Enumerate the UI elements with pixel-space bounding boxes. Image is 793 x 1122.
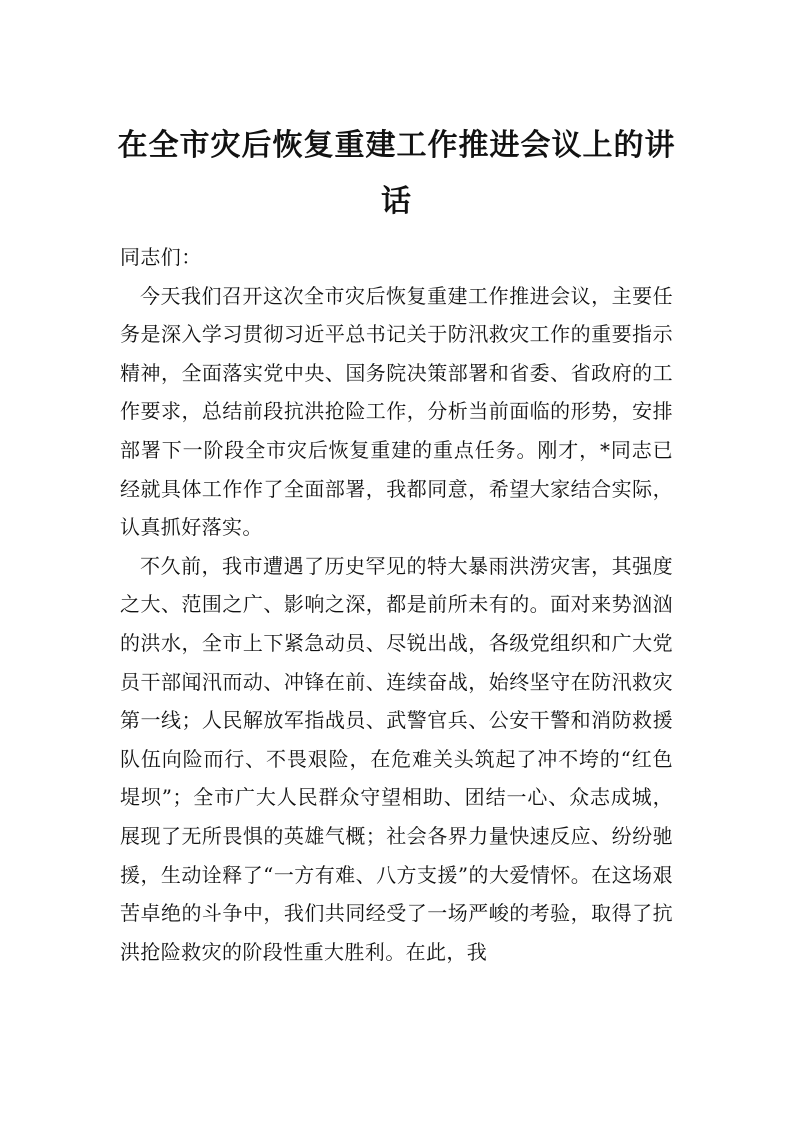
paragraph-opening: 今天我们召开这次全市灾后恢复重建工作推进会议，主要任务是深入学习贯彻习近平总书记关于防汛救灾工作的重要指示精神，全面落实党中央、国务院决策部署和省委、省政府的工作要求，总结前段抗洪抢险工作，分析当前面临的形势，安排部署下一阶段全市灾后恢复重建的重点任务。刚才，*同志已经就具体工作作了全面部署，我都同意，希望大家结合实际，认真抓好落实。 (120, 283, 673, 540)
paragraph-disaster-review: 不久前，我市遭遇了历史罕见的特大暴雨洪涝灾害，其强度之大、范围之广、影响之深，都是前所未有的。面对来势汹汹的洪水，全市上下紧急动员、尽锐出战，各级党组织和广大党员干部闻汛而动、冲锋在前、连续奋战，始终坚守在防汛救灾第一线；人民解放军指战员、武警官兵、公安干警和消防救援队伍向险而行、不畏艰险，在危难关头筑起了冲不垮的“红色堤坝”；全市广大人民群众守望相助、团结一心、众志成城，展现了无所畏惧的英雄气概；社会各界力量快速反应、纷纷驰援，生动诠释了“一方有难、八方支援”的大爱情怀。在这场艰苦卓绝的斗争中，我们共同经受了一场严峻的考验，取得了抗洪抢险救灾的阶段性重大胜利。在此，我 (120, 553, 673, 964)
document-body (120, 238, 673, 971)
salutation: 同志们： (120, 245, 202, 269)
document-title: 在全市灾后恢复重建工作推进会议上的讲话 (117, 128, 676, 219)
